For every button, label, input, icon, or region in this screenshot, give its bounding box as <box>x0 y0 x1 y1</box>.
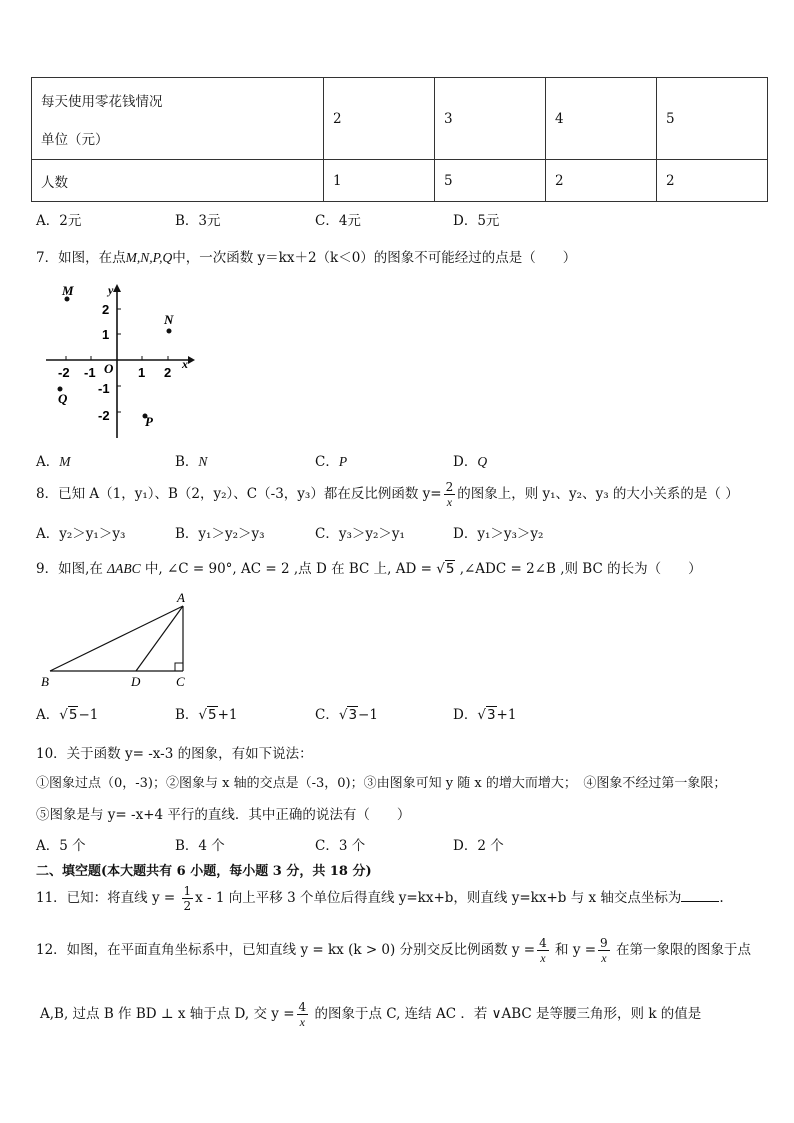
segment-ad <box>136 606 183 671</box>
q12-question-line1: 12．如图，在平面直角坐标系中，已知直线 y = kx (k > 0) 分别交反比例函数 y = $\frac{4}{x}$ 和 y = $\frac{9}{x}$ 在第一象限的图象于点 <box>36 936 751 965</box>
q7-option-a: A．M <box>36 454 71 470</box>
x-tick-label: -2 <box>58 365 70 380</box>
header-label-line1: 每天使用零花钱情况 <box>41 93 163 110</box>
x-axis-label: x <box>182 357 188 371</box>
allowance-table <box>31 77 768 202</box>
point-n-label: N <box>164 312 174 327</box>
answer-blank <box>681 889 719 902</box>
x-tick-label: 1 <box>138 365 146 380</box>
q9-option-b: B．√5+1 <box>175 707 238 723</box>
q10-statements: ①图象过点（0，-3)；②图象与 x 轴的交点是（-3，0)；③由图象可知 y 随 x 的增大而增大； ④图象不经过第一象限； <box>36 776 727 791</box>
vertex-a-label: A <box>177 590 185 605</box>
point-n <box>167 329 172 334</box>
q9-option-d: D．√3+1 <box>453 707 517 723</box>
q7-points: M,N,P,Q <box>125 250 173 265</box>
q7-option-b: B．N <box>175 454 208 470</box>
q10-option-d: D．2 个 <box>453 838 504 854</box>
table-row-label: 人数 <box>32 160 324 202</box>
side-ab <box>50 606 183 671</box>
table-cell: 1 <box>324 160 435 202</box>
q7-question: 7．如图，在点M,N,P,Q中，一次函数 y＝kx＋2（k＜0）的图象不可能经过的点是（ ） <box>36 250 577 266</box>
q8-fraction: $\frac{2}{x}$ <box>445 480 454 509</box>
q8-option-c: C．y₃＞y₂＞y₁ <box>315 526 405 542</box>
q8-option-b: B．y₁＞y₂＞y₃ <box>175 526 265 542</box>
table-cell: 4 <box>546 78 657 160</box>
right-angle-mark <box>175 663 183 671</box>
x-tick-label: -1 <box>84 365 96 380</box>
point-m-label: M <box>62 283 74 298</box>
q8-option-a: A．y₂＞y₁＞y₃ <box>36 526 126 542</box>
q6-option-b: B．3元 <box>175 213 221 229</box>
q9-triangle-figure <box>38 590 198 690</box>
q10-option-c: C．3 个 <box>315 838 366 854</box>
q9-question: 9．如图,在 ΔABC 中, ∠C = 90°, AC = 2 ,点 D 在 BC 上, AD = √5 ,∠ADC = 2∠B ,则 BC 的长为（ ） <box>36 561 702 577</box>
q9-option-a: A．√5−1 <box>36 707 99 723</box>
sqrt-symbol: √5 <box>436 561 455 577</box>
point-d-label: D <box>131 674 141 689</box>
table-cell: 2 <box>546 160 657 202</box>
table-row <box>32 78 768 160</box>
vertex-b-label: B <box>41 674 49 689</box>
origin-label: O <box>104 361 114 376</box>
q6-option-a: A．2元 <box>36 213 82 229</box>
point-q-label: Q <box>58 391 68 406</box>
table-cell: 5 <box>657 78 768 160</box>
q7-option-c: C．P <box>315 454 348 470</box>
x-tick-label: 2 <box>164 365 172 380</box>
q12-question-line2: A,B, 过点 B 作 BD ⊥ x 轴于点 D, 交 y = $\frac{4}{x}$ 的图象于点 C, 连结 AC ．若 ∨ABC 是等腰三角形，则 k 的值是 <box>40 1000 702 1029</box>
q6-option-c: C．4元 <box>315 213 361 229</box>
q6-option-d: D．5元 <box>453 213 500 229</box>
q12-fraction-4x: $\frac{4}{x}$ <box>539 936 547 965</box>
section-title: 二、填空题(本大题共有 6 小题，每小题 3 分，共 18 分) <box>36 864 372 879</box>
q8-question: 8．已知 A（1，y₁）、B（2，y₂）、C（-3，y₃）都在反比例函数 y= $\frac{2}{x}$ 的图象上，则 y₁、y₂、y₃ 的大小关系的是（ ） <box>36 480 739 509</box>
q11-question: 11．已知：将直线 y = $\frac{1}{2}$ x - 1 向上平移 3 个单位后得直线 y=kx+b，则直线 y=kx+b 与 x 轴交点坐标为 . <box>36 884 724 913</box>
x-axis-arrow-icon <box>188 356 195 364</box>
point-p-label: P <box>145 414 153 429</box>
q10-option-b: B．4 个 <box>175 838 225 854</box>
y-tick-label: -1 <box>98 381 110 396</box>
y-tick-label: -2 <box>98 408 110 423</box>
vertex-c-label: C <box>176 674 185 689</box>
q8-option-d: D．y₁＞y₃＞y₂ <box>453 526 544 542</box>
table-cell: 2 <box>657 160 768 202</box>
y-tick-label: 1 <box>102 327 110 342</box>
table-cell: 5 <box>435 160 546 202</box>
q7-coordinate-graph <box>40 280 200 440</box>
table-cell: 3 <box>435 78 546 160</box>
q7-option-d: D．Q <box>453 454 488 470</box>
header-label-line2: 单位（元） <box>41 131 109 148</box>
q10-question: 10．关于函数 y= -x-3 的图象，有如下说法： <box>36 746 313 762</box>
q11-fraction: $\frac{1}{2}$ <box>183 884 192 913</box>
y-axis-label: y <box>108 283 114 297</box>
y-axis-arrow-icon <box>113 284 121 292</box>
q12-fraction-4x-b: $\frac{4}{x}$ <box>298 1000 307 1029</box>
y-tick-label: 2 <box>102 302 110 317</box>
q10-option-a: A．5 个 <box>36 838 86 854</box>
q9-option-c: C．√3−1 <box>315 707 378 723</box>
q10-statement-5: ⑤图象是与 y= -x+4 平行的直线．其中正确的说法有（ ） <box>36 807 411 823</box>
table-row <box>32 160 768 202</box>
q12-fraction-9x: $\frac{9}{x}$ <box>600 936 608 965</box>
table-header-cell <box>32 78 324 160</box>
table-cell: 2 <box>324 78 435 160</box>
